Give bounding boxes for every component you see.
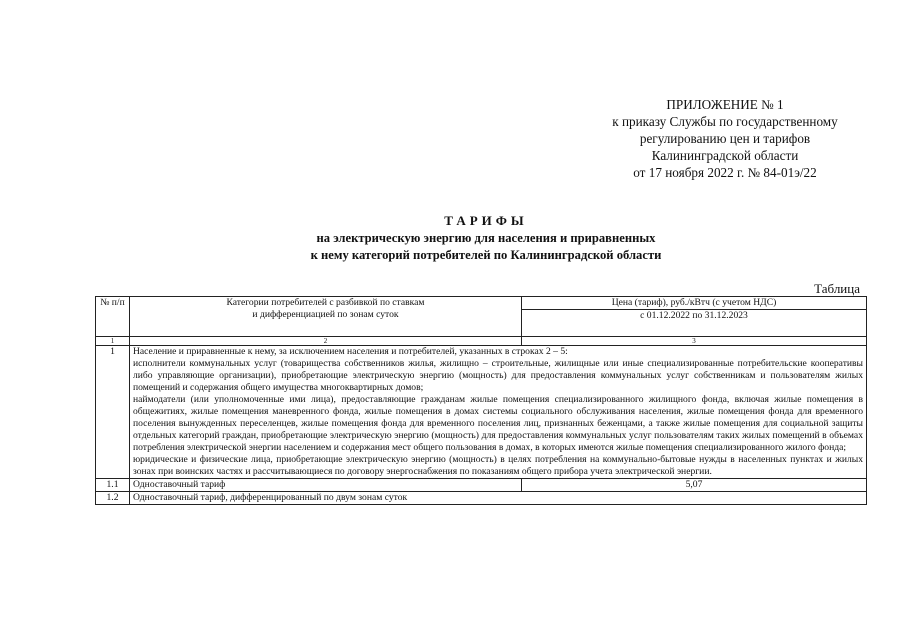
table-row	[96, 479, 867, 492]
header-category	[130, 297, 522, 337]
row-price: 5,07	[522, 479, 867, 492]
title-subtitle-line2: к нему категорий потребителей по Калининградской области	[310, 248, 662, 262]
document-title	[200, 212, 772, 264]
description-paragraph: наймодатели (или уполномоченные ими лица), предоставляющие гражданам жилые помещения специализированного жилищного фонда, включая жилые помещения в общежитиях, жилые помещения маневренного фонда, жилые помещения в домах системы социального обслуживания населения, жилые помещения фонда для временного поселения вынужденных переселенцев, жилые помещения фонда для временного поселения лиц, признанных беженцами, а также жилые помещения для социальной защиты отдельных категорий граждан, приобретающие электрическую энергию (мощность) для предоставления коммунальных услуг пользователям таких жилых помещений в объемах потребления электрической энергии населением и содержания мест общего пользования в домах, в которых имеются жилые помещения специализированного жилого фонда;	[133, 394, 863, 453]
table-numbering-row	[96, 337, 867, 346]
header-category-line2: и дифференциацией по зонам суток	[252, 309, 399, 320]
appendix-date: от 17 ноября 2022 г. № 84-01э/22	[633, 165, 817, 180]
description-paragraph: Население и приравненные к нему, за исключением населения и потребителей, указанных в строках 2 – 5:	[133, 346, 568, 357]
row-number: 1.1	[96, 479, 130, 492]
header-period: с 01.12.2022 по 31.12.2023	[522, 310, 867, 337]
appendix-agency: регулированию цен и тарифов	[639, 131, 811, 146]
row-category-description	[130, 346, 867, 479]
row-category: Одноставочный тариф, дифференцированный по двум зонам суток	[130, 492, 867, 505]
numbering-col1: 1	[96, 337, 130, 346]
row-number: 1.2	[96, 492, 130, 505]
header-number: № п/п	[96, 297, 130, 337]
appendix-order-ref: к приказу Службы по государственному	[612, 114, 838, 129]
appendix-region: Калининградской области	[651, 148, 799, 163]
row-number: 1	[96, 346, 130, 479]
table-label: Таблица	[814, 281, 860, 296]
description-paragraph: исполнители коммунальных услуг (товарищества собственников жилья, жилищно – строительные, жилищные или иные специализированные потребительские кооперативы либо управляющие организации), приобретающие электрическую энергию (мощность) для предоставления коммунальных услуг собственникам и пользователям жилых помещений и содержания общего имущества многоквартирных домов;	[133, 358, 863, 393]
tariff-table	[95, 296, 867, 505]
numbering-col2: 2	[130, 337, 522, 346]
numbering-col3: 3	[522, 337, 867, 346]
header-price: Цена (тариф), руб./кВтч (с учетом НДС)	[522, 297, 867, 310]
description-paragraph: юридические и физические лица, приобретающие электрическую энергию (мощность) в целях потребления на коммунально-бытовые нужды в населенных пунктах и жилых зонах при воинских частях и рассчитывающиеся по договору энергоснабжения по показаниям общего прибора учета электрической энергии.	[133, 454, 863, 477]
header-category-line1: Категории потребителей с разбивкой по ставкам	[226, 297, 425, 308]
title-subtitle-line1: на электрическую энергию для населения и приравненных	[316, 231, 656, 245]
table-row	[96, 492, 867, 505]
title-main: ТАРИФЫ	[444, 213, 528, 228]
table-header-row	[96, 297, 867, 310]
appendix-header	[560, 96, 890, 181]
appendix-title: ПРИЛОЖЕНИЕ № 1	[666, 97, 784, 112]
row-category: Одноставочный тариф	[130, 479, 522, 492]
table-row	[96, 346, 867, 479]
